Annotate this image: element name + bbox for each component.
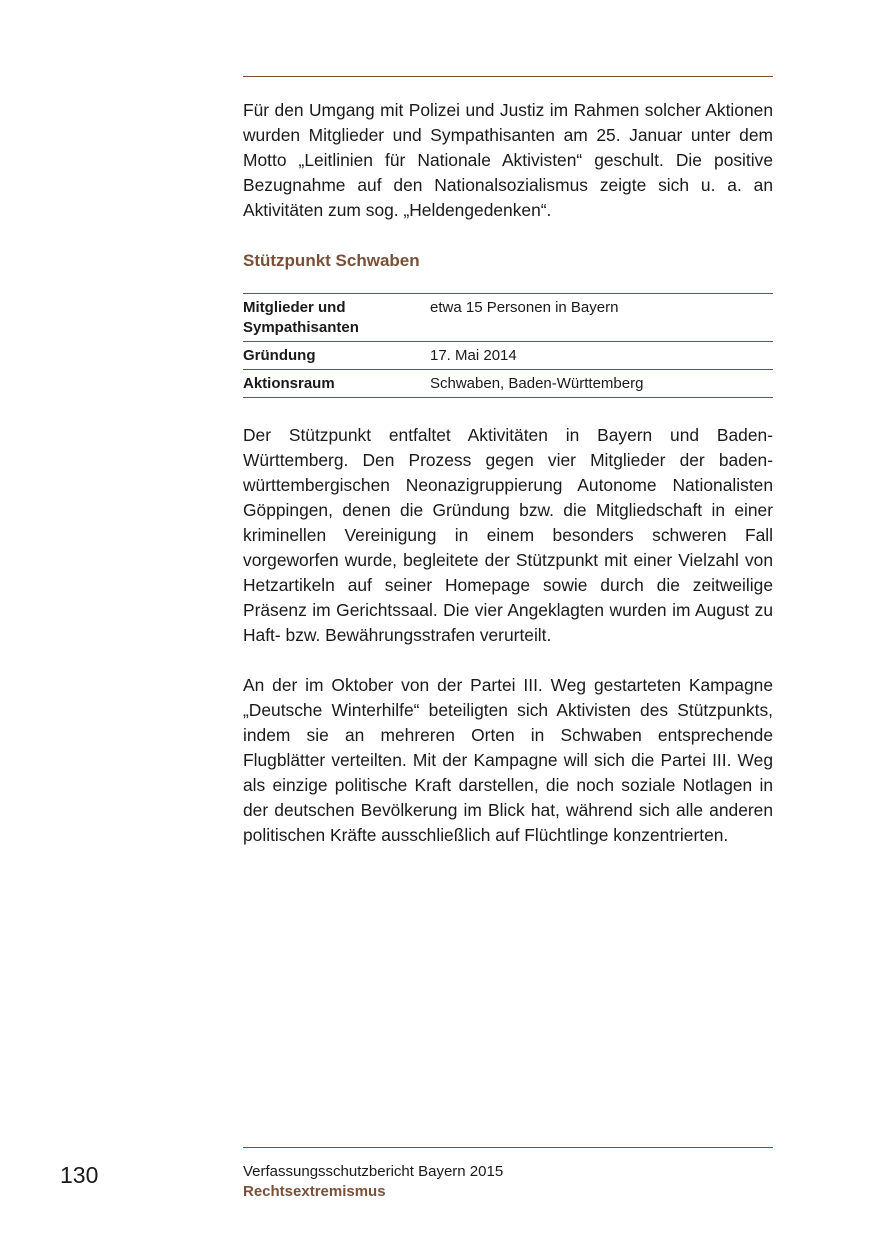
fact-label: Mitglieder und Sympathisanten [243, 294, 430, 342]
fact-label: Gründung [243, 342, 430, 370]
fact-value: 17. Mai 2014 [430, 342, 773, 370]
body-paragraph: An der im Oktober von der Partei III. Weg gestarteten Kampagne „Deutsche Winterhilfe“ beteiligten sich Aktivisten des Stützpunkts, indem sie an mehreren Orten in Schwaben entsprechende Flugblätter verteilten. Mit der Kampagne will sich die Partei III. Weg als einzige politische Kraft darstellen, die noch soziale Notlagen in der deutschen Bevölkerung im Blick hat, während sich alle anderen politischen Kräfte ausschließlich auf Flüchtlinge konzentrierten. [243, 675, 773, 845]
intro-paragraph: Für den Umgang mit Polizei und Justiz im Rahmen solcher Aktionen wurden Mitglieder und Sympathisanten am 25. Januar unter dem Motto „Leitlinien für Nationale Aktivisten“ geschult. Die positive Bezugnahme auf den Nationalsozialismus zeigte sich u. a. an Aktivitäten zum sog. „Heldengedenken“. [243, 100, 773, 220]
footer-section: Rechtsextremismus [243, 1183, 386, 1200]
footer-title: Verfassungsschutzbericht Bayern 2015 [243, 1163, 504, 1180]
fact-table [243, 293, 773, 398]
section-heading: Stützpunkt Schwaben [243, 251, 420, 270]
fact-row-founding [243, 342, 773, 370]
fact-row-members [243, 294, 773, 342]
fact-value: etwa 15 Personen in Bayern [430, 294, 773, 342]
fact-value: Schwaben, Baden-Württemberg [430, 370, 773, 398]
page-number: 130 [60, 1162, 99, 1188]
fact-row-area [243, 370, 773, 398]
header-divider [243, 76, 773, 77]
footer-divider [243, 1147, 773, 1148]
body-paragraph: Der Stützpunkt entfaltet Aktivitäten in Bayern und Baden-Württemberg. Den Prozess gegen vier Mitglieder der baden-württembergischen Neonazigruppierung Autonome Nationalisten Göppingen, denen die Gründung bzw. die Mitgliedschaft in einer kriminellen Vereinigung in einem besonders schweren Fall vorgeworfen wurde, begleitete der Stützpunkt mit einer Vielzahl von Hetzartikeln auf seiner Homepage sowie durch die zeitweilige Präsenz im Gerichtssaal. Die vier Angeklagten wurden im August zu Haft- bzw. Bewährungsstrafen verurteilt. [243, 425, 773, 645]
fact-label: Aktionsraum [243, 370, 430, 398]
